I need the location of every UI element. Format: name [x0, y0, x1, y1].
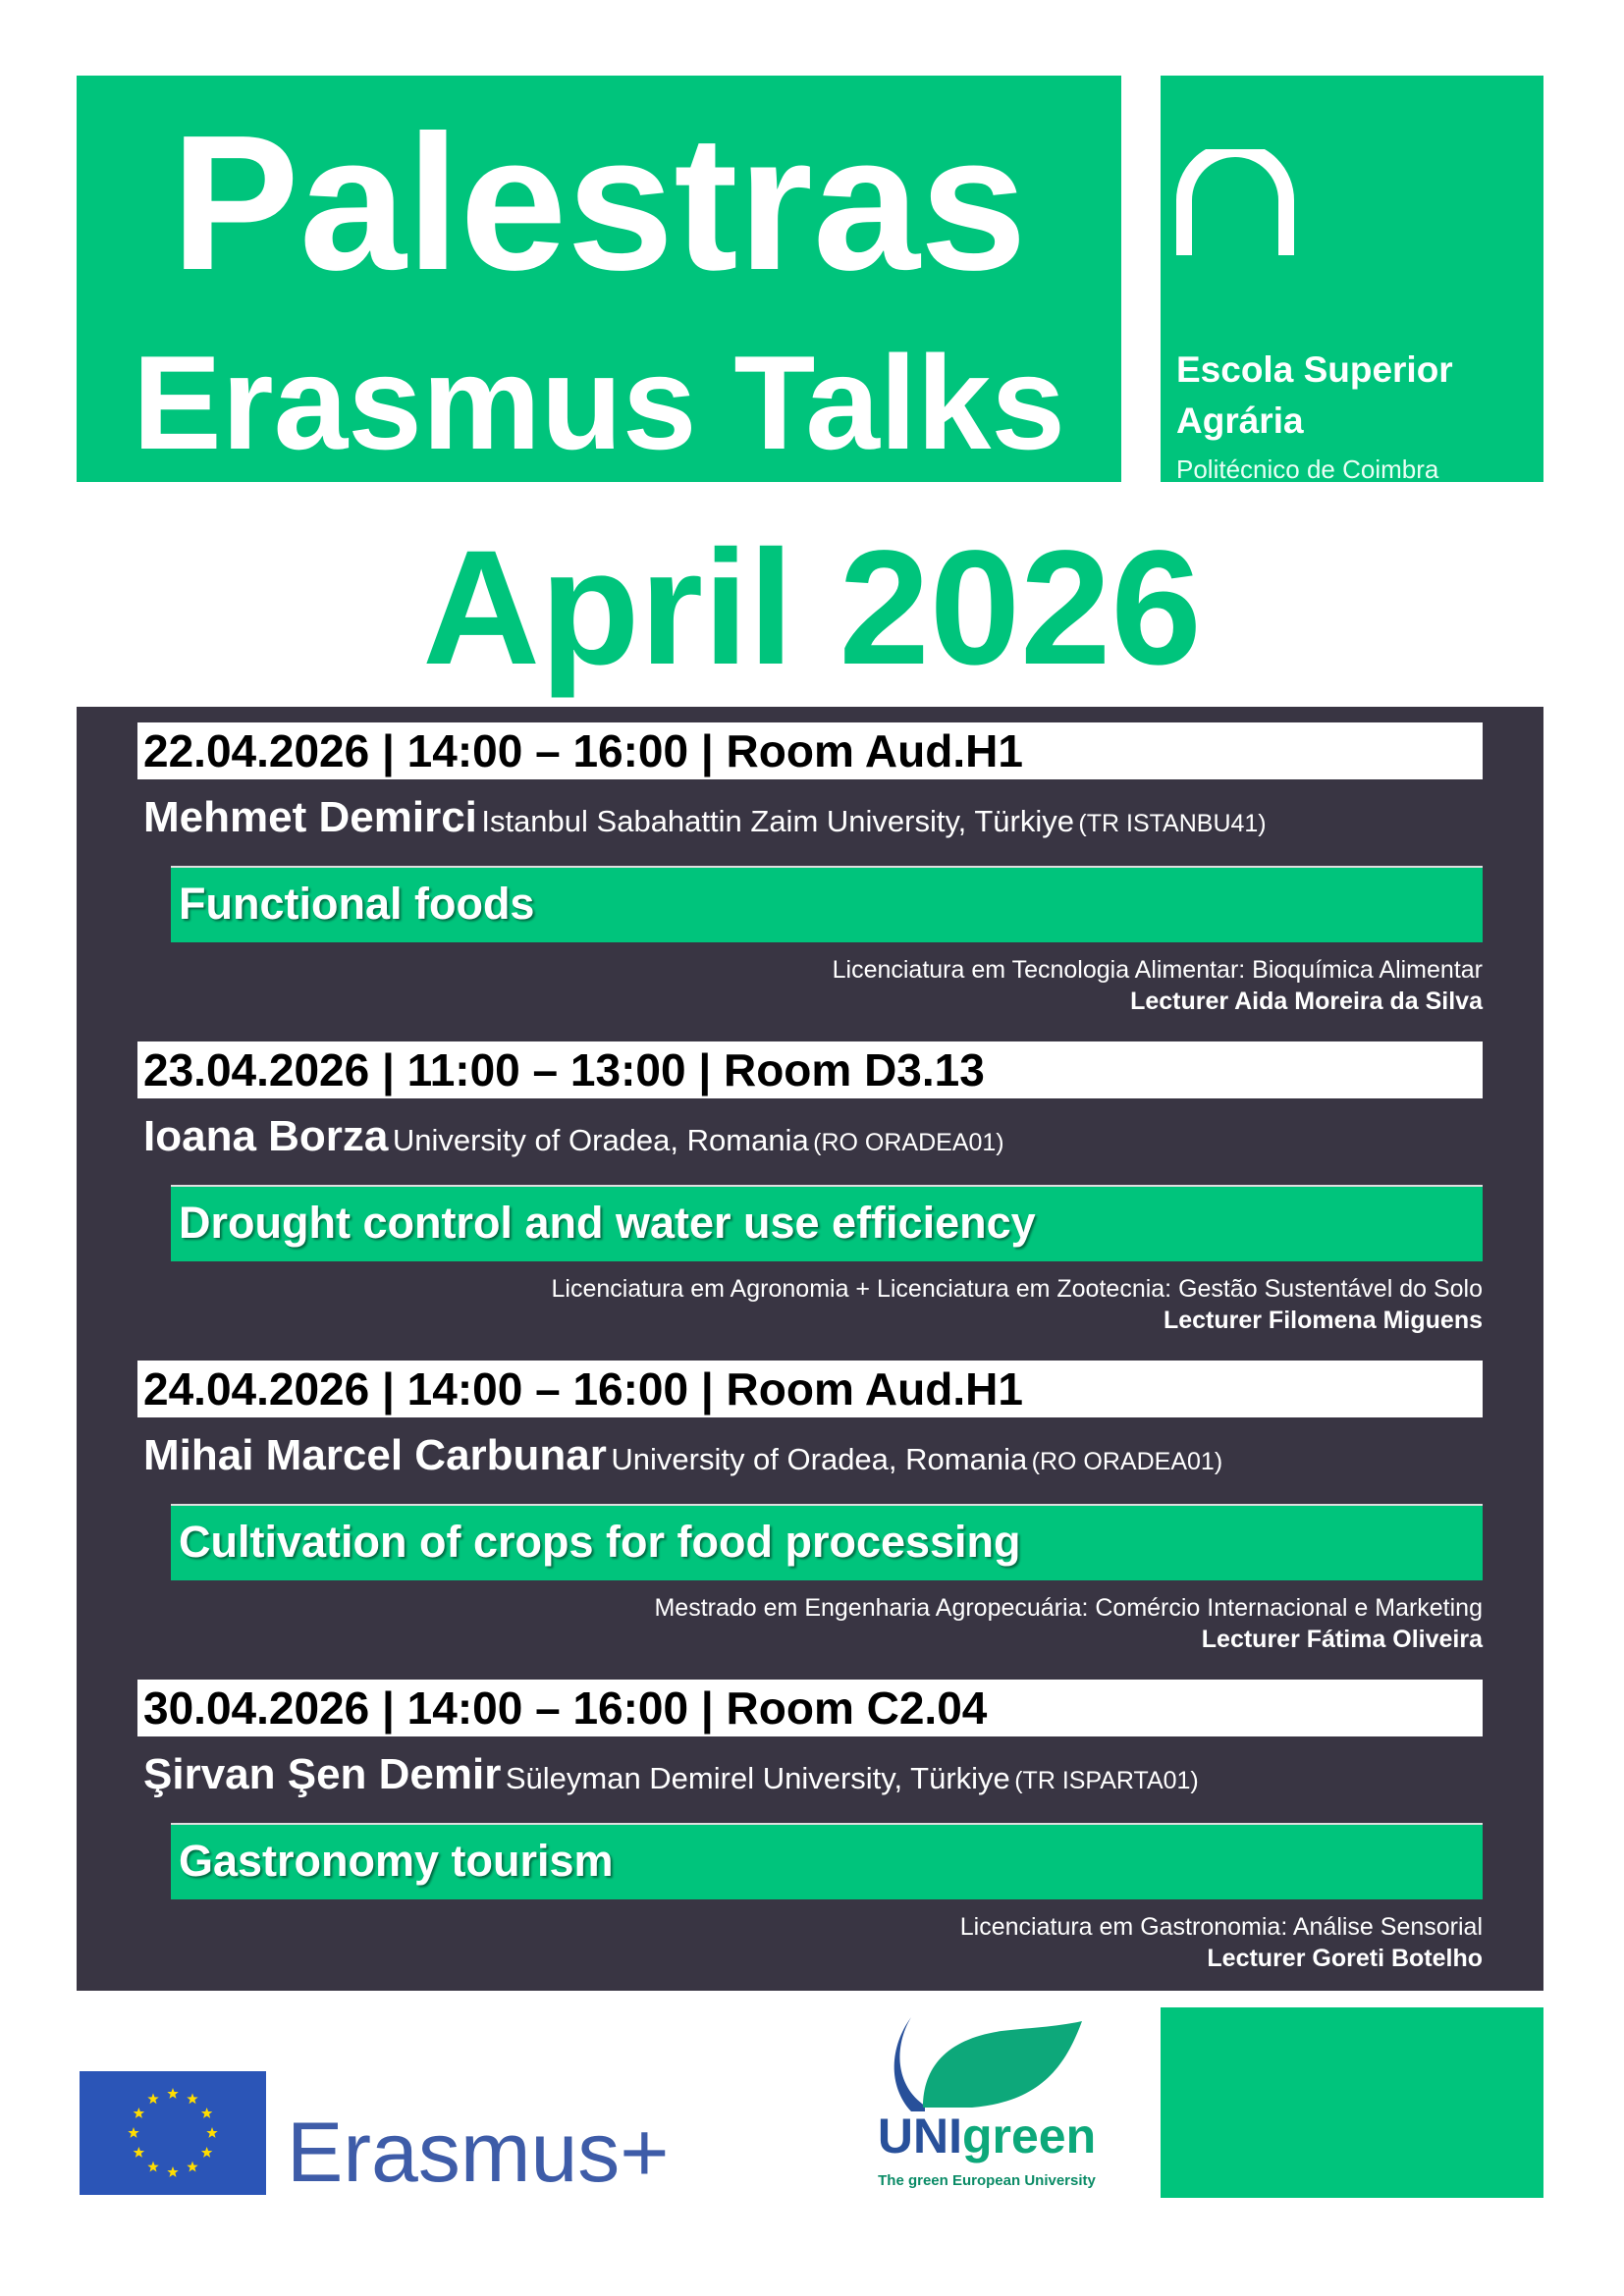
erasmus-plus-logo: Erasmus+: [287, 2106, 670, 2200]
institution-parent: Politécnico de Coimbra: [1176, 454, 1439, 484]
event-item: [77, 1345, 1543, 1663]
unigreen-tagline: The green European University: [878, 2172, 1096, 2189]
speaker-university: University of Oradea, Romania: [392, 1123, 809, 1157]
speaker-line: [143, 1750, 1199, 1799]
page-title: Palestras: [171, 95, 1027, 310]
event-date-time-room: 30.04.2026 | 14:00 – 16:00 | Room C2.04: [137, 1680, 1483, 1736]
speaker-line: [143, 1431, 1222, 1480]
eu-flag-icon: [80, 2071, 266, 2195]
erasmus-code: (RO ORADEA01): [1031, 1448, 1223, 1475]
talk-topic: Drought control and water use efficiency: [171, 1185, 1483, 1261]
institution-logo: [1161, 76, 1543, 482]
erasmus-code: (RO ORADEA01): [813, 1129, 1004, 1156]
speaker-university: University of Oradea, Romania: [611, 1442, 1028, 1476]
talk-topic: Cultivation of crops for food processing: [171, 1504, 1483, 1580]
speaker-university: Istanbul Sabahattin Zaim University, Türkiye: [481, 804, 1074, 838]
course-info: Licenciatura em Agronomia + Licenciatura em Zootecnia: Gestão Sustentável do Solo: [551, 1275, 1483, 1303]
decorative-green-block: [1161, 2007, 1543, 2198]
event-item: [77, 1026, 1543, 1344]
talk-topic: Functional foods: [171, 866, 1483, 942]
event-item: [77, 707, 1543, 1025]
event-month: April 2026: [422, 517, 1202, 699]
institution-name-line2: Agrária: [1176, 400, 1304, 441]
host-lecturer: Lecturer Filomena Miguens: [1163, 1307, 1483, 1334]
page-subtitle: Erasmus Talks: [132, 328, 1065, 477]
event-date-time-room: 23.04.2026 | 11:00 – 13:00 | Room D3.13: [137, 1041, 1483, 1098]
unigreen-uni: UNI: [877, 2109, 962, 2163]
speaker-line: [143, 1112, 1004, 1161]
host-lecturer: Lecturer Goreti Botelho: [1207, 1945, 1483, 1972]
esac-logo-mark-icon: [1176, 149, 1294, 257]
speaker-university: Süleyman Demirel University, Türkiye: [505, 1761, 1010, 1795]
erasmus-code: (TR ISTANBU41): [1078, 810, 1267, 837]
speaker-line: [143, 793, 1267, 842]
erasmus-code: (TR ISPARTA01): [1014, 1767, 1199, 1794]
institution-name-line1: Escola Superior: [1176, 349, 1453, 390]
speaker-name: Mehmet Demirci: [143, 793, 477, 841]
title-banner: [77, 76, 1121, 482]
course-info: Licenciatura em Gastronomia: Análise Sensorial: [959, 1913, 1483, 1941]
unigreen-wordmark: [854, 2107, 1119, 2165]
talk-topic: Gastronomy tourism: [171, 1823, 1483, 1899]
event-item: [77, 1664, 1543, 1982]
host-lecturer: Lecturer Fátima Oliveira: [1201, 1626, 1483, 1653]
speaker-name: Ioana Borza: [143, 1112, 389, 1160]
course-info: Mestrado em Engenharia Agropecuária: Comércio Internacional e Marketing: [654, 1594, 1483, 1622]
schedule-panel: [77, 707, 1543, 1991]
course-info: Licenciatura em Tecnologia Alimentar: Bioquímica Alimentar: [832, 956, 1483, 984]
host-lecturer: Lecturer Aida Moreira da Silva: [1130, 988, 1483, 1015]
speaker-name: Şirvan Şen Demir: [143, 1750, 502, 1798]
speaker-name: Mihai Marcel Carbunar: [143, 1431, 607, 1479]
event-date-time-room: 24.04.2026 | 14:00 – 16:00 | Room Aud.H1: [137, 1361, 1483, 1417]
event-date-time-room: 22.04.2026 | 14:00 – 16:00 | Room Aud.H1: [137, 722, 1483, 779]
unigreen-green: green: [961, 2109, 1097, 2163]
